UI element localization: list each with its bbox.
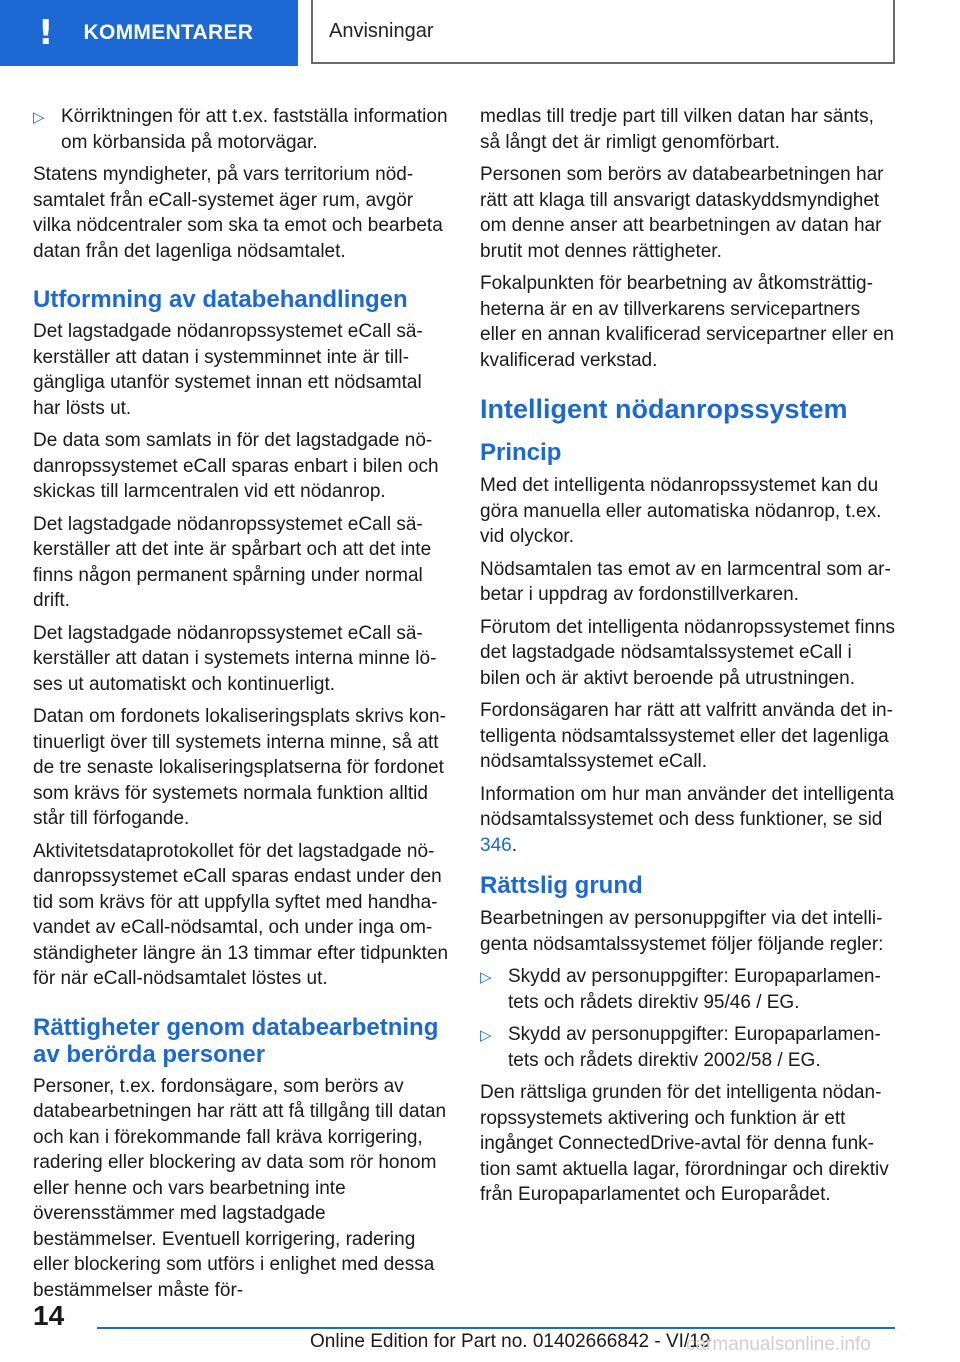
paragraph: Fordonsägaren har rätt att valfritt använda det intelligenta nödsamtalssystemet eller det lagenliga nödsamtalssystemet eCall.: [480, 700, 893, 772]
tab-kommentarer-label: KOMMENTARER: [83, 21, 254, 44]
list-item-text: Skydd av personuppgifter: Europaparlamentets och rådets direktiv 95/46 / EG.: [508, 966, 881, 1013]
tab-kommentarer[interactable]: [0, 0, 298, 66]
left-column: [33, 104, 449, 1310]
exclamation-icon: !: [38, 13, 54, 53]
paragraph: Bearbetningen av personuppgifter via det intelligenta nödsamtalssystemet följer följande regler:: [480, 908, 884, 955]
paragraph-end: .: [511, 834, 517, 856]
page-number: 14: [33, 1300, 65, 1331]
list-item: [480, 1022, 896, 1073]
paragraph: Nödsamtalen tas emot av en larmcentral som arbetar i uppdrag av fordonstillverkaren.: [480, 558, 891, 605]
list-item-text: Körriktningen för att t.ex. fastställa information om körbansida på motorvägar.: [61, 106, 448, 153]
paragraph: [480, 782, 896, 859]
paragraph: medlas till tredje part till vilken datan har sänts, så långt det är rimligt genomförbart.: [480, 106, 874, 153]
right-column: [480, 104, 896, 1215]
paragraph: Datan om fordonets lokaliseringsplats skrivs kontinuerligt över till systemets interna minne, så att de tre senaste lokaliseringsplatserna för fordonet som krävs för systemets normala funktion alltid står till förfogande.: [33, 706, 446, 829]
paragraph: Personer, t.ex. fordonsägare, som berörs av databearbetningen har rätt att få tillgång till datan och kan i förekommande fall kräva korrigering, radering eller blockering av data som rör honom eller henne och vars bearbetning inte överensstämmer med lagstadgade bestämmelser. Eventuell korrigering, radering eller blockering som utförs i enlighet med dessa bestämmelser måste för-: [33, 1075, 447, 1301]
paragraph: Det lagstadgade nödanropssystemet eCall säkerställer att det inte är spårbart och att det inte finns någon permanent spårning under normal drift.: [33, 513, 432, 611]
heading-princip: Princip: [480, 439, 562, 466]
paragraph: Förutom det intelligenta nödanropssystemet finns det lagstadgade nödsamtalssystemet eCall i bilen och är aktivt beroende på utrustningen.: [480, 616, 896, 689]
list-item: [480, 964, 896, 1015]
paragraph: De data som samlats in för det lagstadgade nödanropssystemet eCall sparas enbart i bilen och skickas till larmcentralen vid ett nödanrop.: [33, 430, 439, 502]
heading-utformning: Utformning av databehandlingen: [33, 286, 408, 313]
triangle-bullet-icon: ▷: [33, 109, 45, 126]
page-link[interactable]: 346: [480, 834, 512, 856]
list-item: [33, 104, 449, 155]
heading-intelligent: Intelligent nödanropssystem: [480, 394, 848, 424]
edition-text: Online Edition for Part no. 01402666842 - VI/19: [310, 1331, 711, 1352]
paragraph: Aktivitetsdataprotokollet för det lagstadgade nödanropssystemet eCall sparas endast under den tid som krävs för att uppfylla syftet med handhavandet av eCall-nödsamtal, och under inga omständigheter längre än 13 timmar efter tidpunkten för när eCall-nödsamtalet löstes ut.: [33, 840, 449, 989]
triangle-bullet-icon: ▷: [480, 1027, 492, 1044]
paragraph: Personen som berörs av databearbetningen har rätt att klaga till ansvarigt dataskyddsmyndighet om denne anser att bearbetningen av datan har brutit mot dennes rättigheter.: [480, 164, 884, 262]
triangle-bullet-icon: ▷: [480, 969, 492, 986]
paragraph: Det lagstadgade nödanropssystemet eCall säkerställer att datan i systemminnet inte är tillgängliga utanför systemet innan ett nödsamtal har lösts ut.: [33, 321, 423, 419]
paragraph: Med det intelligenta nödanropssystemet kan du göra manuella eller automatiska nödanrop, t.ex. vid olyckor.: [480, 475, 882, 547]
list-item-text: Skydd av personuppgifter: Europaparlamentets och rådets direktiv 2002/58 / EG.: [508, 1024, 881, 1071]
paragraph: Den rättsliga grunden för det intelligenta nödanropssystemets aktivering och funktion är ett ingånget ConnectedDrive-avtal för denna funktion samt aktuella lagar, förordningar och direktiv från Europaparlamentet och Europarådet.: [480, 1082, 889, 1205]
paragraph-text: Information om hur man använder det intelligenta nödsamtalssystemet och dess funktioner, se sid: [480, 783, 895, 830]
footer-divider: [97, 1327, 895, 1329]
watermark: carmanualsonline.info: [686, 1334, 871, 1355]
heading-rattslig: Rättslig grund: [480, 872, 643, 899]
paragraph: Statens myndigheter, på vars territorium nödsamtalet från eCall-systemet äger rum, avgör vilka nödcentraler som ska ta emot och bearbeta datan från det lagenliga nödsamtalet.: [33, 164, 443, 262]
heading-rattigheter: Rättigheter genom databearbetning av berörda personer: [33, 1013, 439, 1068]
paragraph: Det lagstadgade nödanropssystemet eCall säkerställer att datan i systemets interna minne löses ut automatiskt och kontinuerligt.: [33, 622, 437, 695]
header-bar: [0, 0, 960, 66]
paragraph: Fokalpunkten för bearbetning av åtkomsträttigheterna är en av tillverkarens servicepartners eller en annan kvalificerad servicepartner eller en kvalificerad verkstad.: [480, 273, 895, 371]
tab-anvisningar[interactable]: [311, 0, 895, 64]
tab-anvisningar-label: Anvisningar: [329, 19, 434, 42]
